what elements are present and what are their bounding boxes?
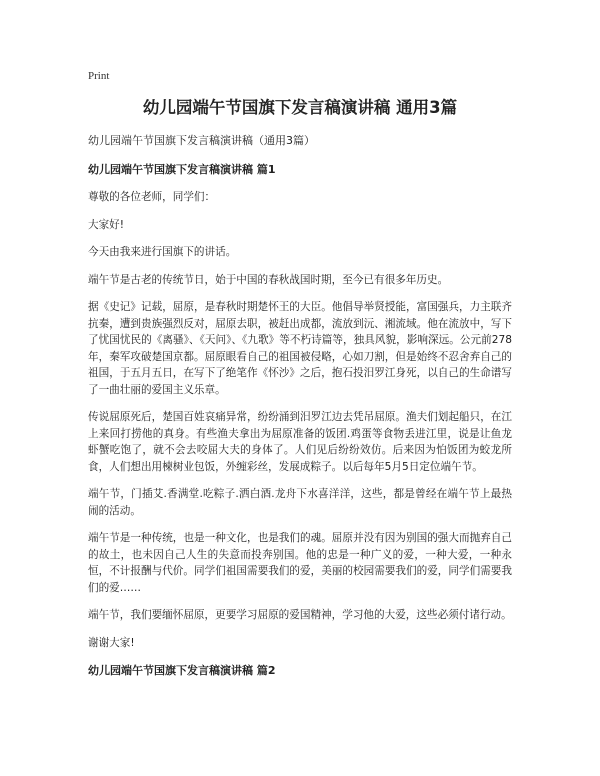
page-title: 幼儿园端午节国旗下发言稿演讲稿 通用3篇 [142, 98, 458, 117]
paragraph: 端午节是一种传统，也是一种文化，也是我们的魂。屈原并没有因为别国的强大而抛弃自己的故土，也未因自己人生的失意而投奔别国。他的忠是一种广义的爱，一种大爱，一种永恒，不计报酬与代价。同学们祖国需要我们的爱，美丽的校园需要我们的爱，同学们需要我们的爱…… [88, 532, 512, 594]
section-heading: 幼儿园端午节国旗下发言稿演讲稿 篇2 [88, 664, 276, 677]
paragraph: 端午节是古老的传统节日，始于中国的春秋战国时期，至今已有很多年历史。 [88, 273, 449, 286]
paragraph: 端午节，我们要缅怀屈原，更要学习屈原的爱国精神，学习他的大爱，这些必须付诸行动。 [88, 609, 512, 621]
closing: 谢谢大家! [88, 636, 135, 649]
document-subtitle: 幼儿园端午节国旗下发言稿演讲稿（通用3篇） [88, 134, 315, 147]
section-2 [88, 662, 512, 678]
salutation: 尊敬的各位老师，同学们： [88, 191, 216, 203]
section-heading: 幼儿园端午节国旗下发言稿演讲稿 篇1 [88, 163, 276, 176]
paragraph: 端午节，门插艾.香满堂.吃粽子.洒白酒.龙舟下水喜洋洋，这些，都是曾经在端午节上最热闹的活动。 [88, 488, 512, 517]
print-label: Print [88, 70, 110, 82]
document-page [88, 70, 512, 690]
paragraph: 今天由我来进行国旗下的讲话。 [88, 246, 237, 258]
greeting: 大家好! [88, 218, 125, 231]
paragraph: 传说屈原死后，楚国百姓哀痛异常，纷纷涌到汨罗江边去凭吊屈原。渔夫们划起船只，在江上来回打捞他的真身。有些渔夫拿出为屈原准备的饭团.鸡蛋等食物丢进江里，说是让鱼龙虾蟹吃饱了，就不会去咬屈大夫的身体了。人们见后纷纷效仿。后来因为怕饭团为蛟龙所食，人们想出用楝树业包饭，外缠彩丝，发展成粽子。以后每年5月5日定位端午节。 [88, 411, 512, 473]
section-1 [88, 161, 512, 651]
paragraph: 据《史记》记载，屈原，是春秋时期楚怀王的大臣。他倡导举贤授能，富国强兵，力主联齐抗秦，遭到贵族强烈反对，屈原去职，被赶出成都，流放到沅、湘流域。他在流放中，写下了忧国忧民的《离骚》、《天问》、《九歌》等不朽诗篇等，独具风貌，影响深远。公元前278年，秦军攻破楚国京都。屈原眼看自己的祖国被侵略，心如刀割，但是始终不忍舍弃自己的祖国，于五月五日，在写下了绝笔作《怀沙》之后，抱石投汨罗江身死，以自己的生命谱写了一曲壮丽的爱国主义乐章。 [88, 301, 512, 396]
